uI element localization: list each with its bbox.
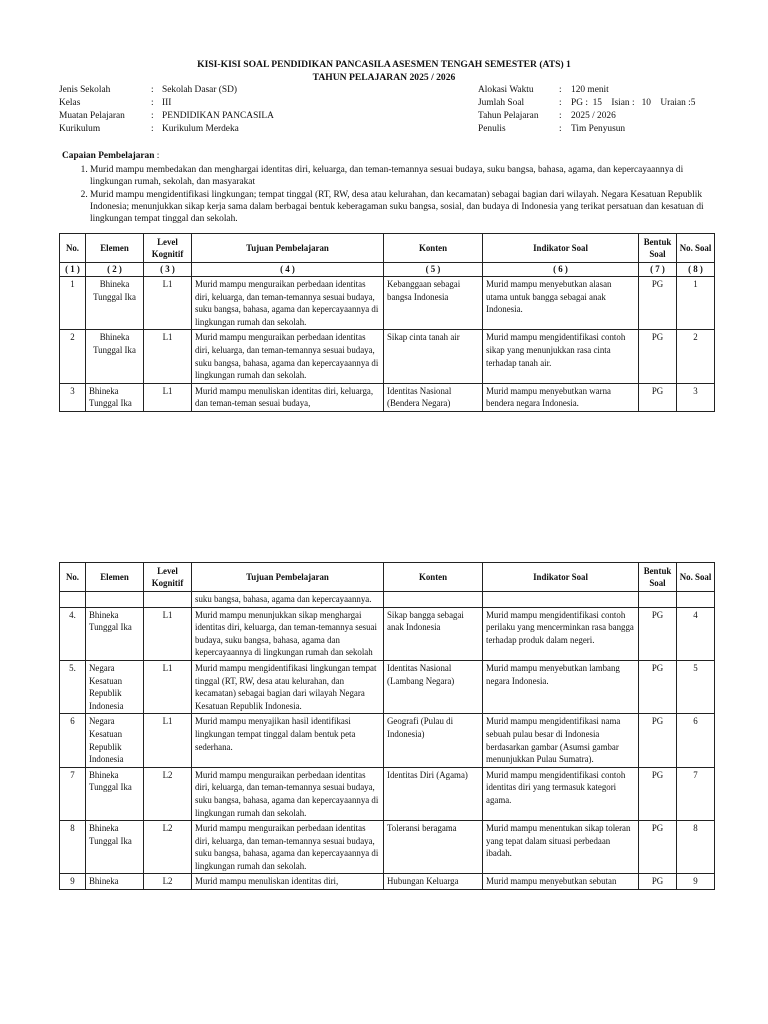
cell-indikator: Murid mampu menyebutkan alasan utama untuk bangga sebagai anak Indonesia.: [483, 277, 639, 330]
cell-konten: [384, 592, 483, 608]
cell-tujuan: Murid mampu menguraikan perbedaan identitas diri, keluarga, dan teman-temannya sesuai budaya, suku bangsa, bahasa, agama dan kepercayaannya di lingkungan rumah dan sekolah.: [192, 767, 384, 820]
header-tujuan: Tujuan Pembelajaran: [192, 234, 384, 263]
meta-value: III: [162, 98, 172, 108]
table-row: [60, 660, 715, 713]
cell-no: 3: [60, 383, 86, 411]
cell-level: L1: [144, 383, 192, 411]
column-number: ( 3 ): [144, 263, 192, 277]
cell-no: 7: [60, 767, 86, 820]
capaian-pembelajaran: [62, 150, 722, 225]
cell-bentuk: PG: [639, 660, 677, 713]
header-level: Level Kognitif: [144, 563, 192, 592]
meta-label: Muatan Pelajaran: [59, 111, 125, 121]
meta-colon: :: [559, 98, 562, 108]
cell-nosoal: 6: [677, 714, 715, 767]
cell-bentuk: PG: [639, 330, 677, 383]
table-row: [60, 874, 715, 890]
cell-indikator: Murid mampu mengidentifikasi contoh sikap yang menunjukkan rasa cinta terhadap tanah air.: [483, 330, 639, 383]
cell-elemen: Bhineka Tunggal Ika: [86, 607, 144, 660]
cell-konten: Kebanggaan sebagai bangsa Indonesia: [384, 277, 483, 330]
cell-elemen: Negara Kesatuan Republik Indonesia: [86, 714, 144, 767]
cell-bentuk: PG: [639, 767, 677, 820]
column-number: ( 2 ): [86, 263, 144, 277]
header-indikator: Indikator Soal: [483, 234, 639, 263]
capaian-heading: Capaian Pembelajaran: [62, 151, 155, 161]
cell-no: 1: [60, 277, 86, 330]
cell-level: [144, 592, 192, 608]
cell-bentuk: PG: [639, 383, 677, 411]
capaian-heading-suffix: :: [154, 151, 160, 161]
cell-indikator: Murid mampu menyebutkan lambang negara Indonesia.: [483, 660, 639, 713]
header-nosoal: No. Soal: [677, 563, 715, 592]
cell-nosoal: 3: [677, 383, 715, 411]
header-no: No.: [60, 234, 86, 263]
meta-row-muatan-pelajaran: [59, 110, 274, 123]
meta-value: Kurikulum Merdeka: [162, 124, 239, 134]
meta-value: Tim Penyusun: [571, 124, 626, 134]
header-konten: Konten: [384, 234, 483, 263]
cell-indikator: [483, 592, 639, 608]
meta-right: [478, 84, 695, 136]
meta-row-jenis-sekolah: [59, 84, 274, 97]
meta-left: [59, 84, 274, 136]
table-row-continuation: [60, 592, 715, 608]
header-elemen: Elemen: [86, 234, 144, 263]
meta-label: Penulis: [478, 124, 506, 134]
cell-konten: Sikap cinta tanah air: [384, 330, 483, 383]
meta-value: PENDIDIKAN PANCASILA: [162, 111, 274, 121]
cell-level: L1: [144, 660, 192, 713]
header-nosoal: No. Soal: [677, 234, 715, 263]
capaian-list: [62, 164, 722, 225]
cell-nosoal: 9: [677, 874, 715, 890]
cell-tujuan: Murid mampu menyajikan hasil identifikasi lingkungan tempat tinggal dalam bentuk peta sederhana.: [192, 714, 384, 767]
cell-tujuan: Murid mampu menguraikan perbedaan identitas diri, keluarga, dan teman-temannya sesuai budaya, suku bangsa, bahasa, agama dan kepercayaannya di lingkungan rumah dan sekolah.: [192, 330, 384, 383]
cell-nosoal: 1: [677, 277, 715, 330]
cell-konten: Toleransi beragama: [384, 821, 483, 874]
column-number: ( 6 ): [483, 263, 639, 277]
cell-tujuan: Murid mampu mengidentifikasi lingkungan tempat tinggal (RT, RW, desa atau kelurahan, dan kecamatan) sebagai bagian dari wilayah Negara Kesatuan Republik Indonesia.: [192, 660, 384, 713]
table-row: [60, 821, 715, 874]
cell-konten: Identitas Diri (Agama): [384, 767, 483, 820]
meta-label: Jumlah Soal: [478, 98, 525, 108]
column-number: ( 1 ): [60, 263, 86, 277]
column-number: ( 5 ): [384, 263, 483, 277]
meta-value: 120 menit: [571, 85, 609, 95]
cell-indikator: Murid mampu menyebutkan warna bendera negara Indonesia.: [483, 383, 639, 411]
capaian-item: 2. Murid mampu mengidentifikasi lingkungan; tempat tinggal (RT, RW, desa atau kelurahan, dan kecamatan) sebagai bagian dari wilayah. Negara Kesatuan Republik Indonesia; menunjukkan sikap kerja sama dalam berbagai bentuk keberagaman suku bangsa, sosial, dan budaya di Indonesia yang terikat persatuan dan kesatuan di lingkungan tempat tinggal dan sekolah.: [90, 189, 722, 226]
meta-value: 2025 / 2026: [571, 111, 616, 121]
meta-colon: :: [559, 111, 562, 121]
column-number: ( 7 ): [639, 263, 677, 277]
cell-bentuk: PG: [639, 874, 677, 890]
cell-elemen: Bhineka Tunggal Ika: [86, 767, 144, 820]
meta-label: Kelas: [59, 98, 81, 108]
cell-konten: Hubungan Keluarga: [384, 874, 483, 890]
table-row: [60, 607, 715, 660]
capaian-heading-line: [62, 150, 722, 162]
cell-no: 5.: [60, 660, 86, 713]
table-header-row: [60, 563, 715, 592]
cell-no: 6: [60, 714, 86, 767]
cell-nosoal: [677, 592, 715, 608]
cell-level: L2: [144, 874, 192, 890]
document-subtitle: TAHUN PELAJARAN 2025 / 2026: [312, 72, 456, 83]
header-elemen: Elemen: [86, 563, 144, 592]
meta-value: PG : 15 Isian : 10 Uraian :5: [571, 98, 696, 108]
table-header-row: [60, 234, 715, 263]
cell-konten: Sikap bangga sebagai anak Indonesia: [384, 607, 483, 660]
cell-bentuk: [639, 592, 677, 608]
header-no: No.: [60, 563, 86, 592]
cell-konten: Geografi (Pulau di Indonesia): [384, 714, 483, 767]
kisi-table-page-1: [59, 233, 715, 412]
cell-level: L1: [144, 714, 192, 767]
table-row: [60, 383, 715, 411]
cell-indikator: Murid mampu mengidentifikasi nama sebuah pulau besar di Indonesia berdasarkan gambar (Asumsi gambar menunjukkan Pulau Sumatra).: [483, 714, 639, 767]
cell-indikator: Murid mampu mengidentifikasi contoh perilaku yang mencerminkan rasa bangga terhadap produk dalam negeri.: [483, 607, 639, 660]
meta-colon: :: [151, 98, 154, 108]
cell-no: 9: [60, 874, 86, 890]
cell-no: [60, 592, 86, 608]
cell-nosoal: 8: [677, 821, 715, 874]
cell-elemen: Bhineka Tunggal Ika: [86, 383, 144, 411]
meta-row-tahun-pelajaran: [478, 110, 695, 123]
meta-colon: :: [559, 124, 562, 134]
cell-bentuk: PG: [639, 607, 677, 660]
meta-colon: :: [151, 111, 154, 121]
cell-tujuan: suku bangsa, bahasa, agama dan kepercayaannya.: [192, 592, 384, 608]
cell-konten: Identitas Nasional (Lambang Negara): [384, 660, 483, 713]
cell-elemen: Negara Kesatuan Republik Indonesia: [86, 660, 144, 713]
cell-tujuan: Murid mampu menuliskan identitas diri,: [192, 874, 384, 890]
cell-tujuan: Murid mampu menunjukkan sikap menghargai identitas diri, keluarga, dan teman-temannya sesuai budaya, suku bangsa, bahasa, agama dan kepercayaannya di lingkungan rumah dan sekolah: [192, 607, 384, 660]
cell-bentuk: PG: [639, 821, 677, 874]
meta-row-alokasi-waktu: [478, 84, 695, 97]
cell-no: 2: [60, 330, 86, 383]
table-row: [60, 714, 715, 767]
meta-label: Tahun Pelajaran: [478, 111, 539, 121]
cell-elemen: Bhineka Tunggal Ika: [86, 821, 144, 874]
cell-nosoal: 2: [677, 330, 715, 383]
cell-elemen: Bhineka Tunggal Ika: [86, 330, 144, 383]
cell-indikator: Murid mampu menyebutkan sebutan: [483, 874, 639, 890]
header-indikator: Indikator Soal: [483, 563, 639, 592]
table-row: [60, 330, 715, 383]
cell-indikator: Murid mampu mengidentifikasi contoh identitas diri yang termasuk kategori agama.: [483, 767, 639, 820]
table-row: [60, 277, 715, 330]
meta-row-kurikulum: [59, 123, 274, 136]
cell-level: L1: [144, 277, 192, 330]
capaian-item: 1. Murid mampu membedakan dan menghargai identitas diri, keluarga, dan teman-temannya sesuai budaya, suku bangsa, bahasa, agama, dan kepercayaannya di lingkungan rumah, sekolah, dan masyarakat: [90, 164, 722, 188]
column-number: ( 4 ): [192, 263, 384, 277]
cell-level: L1: [144, 607, 192, 660]
cell-nosoal: 7: [677, 767, 715, 820]
header-bentuk: Bentuk Soal: [639, 563, 677, 592]
cell-nosoal: 4: [677, 607, 715, 660]
document-title: KISI-KISI SOAL PENDIDIKAN PANCASILA ASESMEN TENGAH SEMESTER (ATS) 1: [197, 59, 571, 70]
cell-elemen: [86, 592, 144, 608]
table-row: [60, 767, 715, 820]
meta-row-penulis: [478, 123, 695, 136]
meta-value: Sekolah Dasar (SD): [162, 85, 237, 95]
cell-konten: Identitas Nasional (Bendera Negara): [384, 383, 483, 411]
meta-colon: :: [559, 85, 562, 95]
meta-colon: :: [151, 124, 154, 134]
cell-indikator: Murid mampu menentukan sikap toleran yang tepat dalam situasi perbedaan ibadah.: [483, 821, 639, 874]
cell-elemen: Bhineka: [86, 874, 144, 890]
column-number-row: [60, 263, 715, 277]
cell-tujuan: Murid mampu menguraikan perbedaan identitas diri, keluarga, dan teman-temannya sesuai budaya, suku bangsa, bahasa, agama dan kepercayaannya di lingkungan rumah dan sekolah.: [192, 821, 384, 874]
header-konten: Konten: [384, 563, 483, 592]
cell-level: L2: [144, 821, 192, 874]
meta-row-jumlah-soal: [478, 97, 695, 110]
cell-elemen: Bhineka Tunggal Ika: [86, 277, 144, 330]
cell-bentuk: PG: [639, 277, 677, 330]
header-level: Level Kognitif: [144, 234, 192, 263]
kisi-table-page-2: [59, 562, 715, 890]
header-tujuan: Tujuan Pembelajaran: [192, 563, 384, 592]
cell-nosoal: 5: [677, 660, 715, 713]
header-bentuk: Bentuk Soal: [639, 234, 677, 263]
cell-level: L1: [144, 330, 192, 383]
cell-level: L2: [144, 767, 192, 820]
cell-tujuan: Murid mampu menuliskan identitas diri, keluarga, dan teman-teman sesuai budaya,: [192, 383, 384, 411]
meta-colon: :: [151, 85, 154, 95]
meta-label: Kurikulum: [59, 124, 101, 134]
cell-no: 4.: [60, 607, 86, 660]
meta-label: Jenis Sekolah: [59, 85, 111, 95]
meta-label: Alokasi Waktu: [478, 85, 534, 95]
column-number: ( 8 ): [677, 263, 715, 277]
cell-no: 8: [60, 821, 86, 874]
meta-row-kelas: [59, 97, 274, 110]
cell-tujuan: Murid mampu menguraikan perbedaan identitas diri, keluarga, dan teman-temannya sesuai budaya, suku bangsa, bahasa, agama dan kepercayaannya di lingkungan rumah dan sekolah.: [192, 277, 384, 330]
cell-bentuk: PG: [639, 714, 677, 767]
